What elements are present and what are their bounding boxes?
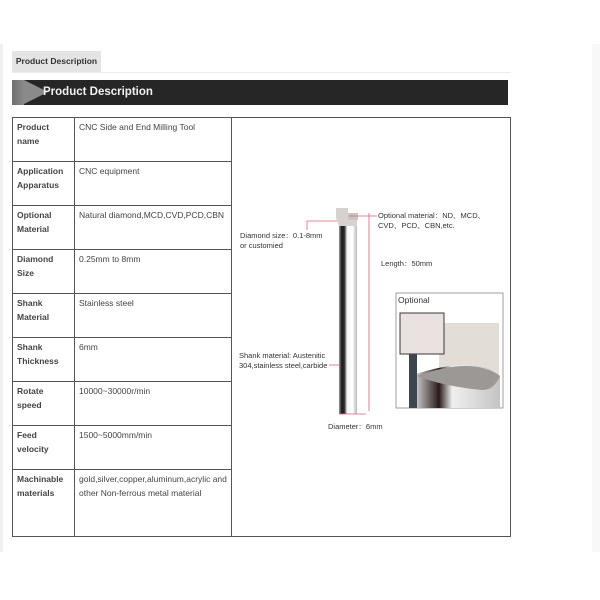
- product-diagram-cell: [232, 118, 511, 537]
- spec-key: [13, 206, 75, 250]
- inset-optional-label: Optional: [398, 295, 430, 305]
- spec-key: [13, 250, 75, 294]
- optional-material-label-1: Optional material：ND、MCD、: [378, 211, 486, 220]
- spec-key: [13, 382, 75, 426]
- tab-divider: [12, 72, 511, 73]
- tip-shoulder: [348, 213, 358, 220]
- product-diagram: [232, 118, 511, 531]
- spec-key-line2: velocity: [17, 444, 49, 454]
- spec-key-line1: Shank: [17, 298, 43, 308]
- spec-key: [13, 162, 75, 206]
- spec-value: CNC Side and End Milling Tool: [75, 118, 232, 162]
- spec-key-line1: Shank: [17, 342, 43, 352]
- spec-value: 6mm: [75, 338, 232, 382]
- spec-key-line2: speed: [17, 400, 42, 410]
- spec-key: [13, 118, 75, 162]
- spec-value: 1500~5000mm/min: [75, 426, 232, 470]
- page-left-edge: [0, 44, 3, 552]
- spec-key-line2: Size: [17, 268, 35, 278]
- diameter-label: Diameter：6mm: [328, 422, 383, 431]
- shank-material-label-1: Shank material: Austenitic: [239, 351, 326, 360]
- spec-value: 0.25mm to 8mm: [75, 250, 232, 294]
- optional-material-label-2: CVD、PCD、CBN,etc.: [378, 221, 455, 230]
- page-right-edge: [592, 44, 600, 552]
- spec-key: [13, 426, 75, 470]
- milling-tool-illustration: [232, 118, 511, 531]
- shank-material-label-2: 304,stainless steel,carbide: [239, 361, 328, 370]
- spec-key-line1: Diamond: [17, 254, 54, 264]
- spec-key: [13, 470, 75, 537]
- spec-key: [13, 294, 75, 338]
- spec-key-line1: Product: [17, 122, 50, 132]
- spec-key-line1: Rotate: [17, 386, 44, 396]
- tab-product-description[interactable]: Product Description: [12, 51, 101, 72]
- spec-key: [13, 338, 75, 382]
- spec-key-line1: Optional: [17, 210, 52, 220]
- spec-value: Stainless steel: [75, 294, 232, 338]
- spec-key-line2: Apparatus: [17, 180, 60, 190]
- table-row: [13, 118, 511, 162]
- spec-key-line2: Thickness: [17, 356, 59, 366]
- inset-diamond-tip: [400, 313, 444, 354]
- spec-key-line2: Material: [17, 312, 50, 322]
- spec-key-line2: materials: [17, 488, 55, 498]
- diamond-size-label-1: Diamond size：0.1-8mm: [240, 231, 323, 240]
- tool-shank: [339, 224, 357, 414]
- spec-value: Natural diamond,MCD,CVD,PCD,CBN: [75, 206, 232, 250]
- spec-key-line2: name: [17, 136, 40, 146]
- spec-table: [12, 117, 511, 537]
- spec-value: 10000~30000r/min: [75, 382, 232, 426]
- spec-key-line1: Feed: [17, 430, 37, 440]
- spec-value: gold,silver,copper,aluminum,acrylic and other Non-ferrous metal material: [75, 470, 232, 537]
- spec-key-line1: Application: [17, 166, 64, 176]
- diamond-size-label-2: or customied: [240, 241, 283, 250]
- length-label: Length：50mm: [381, 259, 433, 268]
- inset-tool-edge: [409, 354, 417, 408]
- banner-arrow-base: [12, 80, 24, 105]
- spec-key-line1: Machinable: [17, 474, 64, 484]
- section-banner: [12, 80, 508, 105]
- spec-value: CNC equipment: [75, 162, 232, 206]
- spec-key-line2: Material: [17, 224, 50, 234]
- section-title: Product Description: [43, 86, 153, 98]
